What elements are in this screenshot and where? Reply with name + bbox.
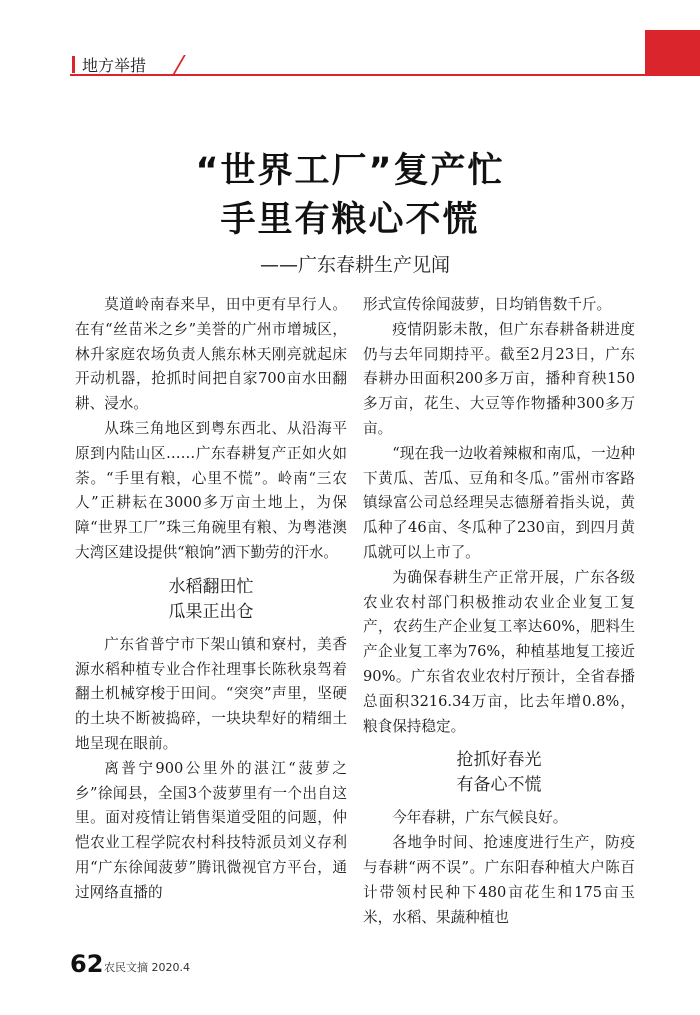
- right-column: [363, 293, 635, 930]
- article-title-line-2: 手里有粮心不慌: [220, 200, 480, 240]
- paragraph: 疫情阴影未散，但广东春耕备耕进度仍与去年同期持平。截至2月23日，广东春耕办田面积200多万亩，播种育秧150多万亩，花生、大豆等作物播种300多万亩。: [363, 320, 635, 437]
- paragraph: 莫道岭南春来早，田中更有早行人。在有“丝苗米之乡”美誉的广州市增城区，林升家庭农场负责人熊东林天刚亮就起床开动机器，抢抓时间把自家700亩水田翻耕、浸水。: [75, 296, 347, 413]
- article-subtitle: ——广东春耕生产见闻: [260, 254, 451, 276]
- magazine-issue: 农民文摘 2020.4: [104, 961, 190, 974]
- section-heading-line: 抢抓好春光: [456, 750, 542, 771]
- section-heading-line: 水稻翻田忙: [168, 576, 254, 597]
- page-number: 62: [70, 950, 104, 978]
- section-label: 地方举措: [82, 56, 147, 75]
- section-heading-line: 瓜果正出仓: [168, 601, 254, 622]
- paragraph: 各地争时间、抢速度进行生产，防疫与春耕“两不误”。广东阳春种植大户陈百计带领村民种下480亩花生和175亩玉米，水稻、果蔬种植也: [363, 834, 635, 926]
- header-rule: [70, 74, 645, 76]
- paragraph: 形式宣传徐闻菠萝，日均销售数千斤。: [363, 296, 612, 313]
- section-slash-decoration: [174, 55, 184, 75]
- paragraph: “现在我一边收着辣椒和南瓜，一边种下黄瓜、苦瓜、豆角和冬瓜。”雷州市客路镇绿富公司总经理吴志德掰着指头说，黄瓜种了46亩、冬瓜种了230亩，到四月黄瓜就可以上市了。: [363, 444, 635, 561]
- paragraph: 从珠三角地区到粤东西北、从沿海平原到内陆山区……广东春耕复产正如火如荼。“手里有粮，心里不慌”。岭南“三农人”正耕耘在3000多万亩土地上，为保障“世界工厂”珠三角碗里有粮、为粤港澳大湾区建设提供“粮饷”洒下勤劳的汗水。: [75, 419, 347, 561]
- paragraph: 广东省普宁市下架山镇和寮村，美香源水稻种植专业合作社理事长陈秋泉驾着翻土机械穿梭于田间。“突突”声里，坚硬的土块不断被捣碎，一块块犁好的精细土地呈现在眼前。: [75, 635, 347, 752]
- section-marker: [72, 56, 75, 73]
- paragraph: 离普宁900公里外的湛江“菠萝之乡”徐闻县，全国3个菠萝里有一个出自这里。面对疫情让销售渠道受阻的问题，仲恺农业工程学院农村科技特派员刘义存利用“广东徐闻菠萝”腾讯微视官方平台，通过网络直播的: [75, 759, 347, 901]
- section-heading: [363, 748, 635, 798]
- left-column: [75, 293, 347, 906]
- paragraph: 今年春耕，广东气候良好。: [392, 809, 568, 827]
- section-heading-line: 有备心不慌: [456, 775, 542, 796]
- section-heading: [75, 575, 347, 625]
- article-title-line-1: “世界工厂”复产忙: [195, 151, 505, 191]
- paragraph: 为确保春耕生产正常开展，广东各级农业农村部门积极推动农业企业复工复产，农药生产企业复工率达60%，肥料生产企业复工率为76%，种植基地复工接近90%。广东省农业农村厅预计，全省春播总面积3216.34万亩，比去年增0.8%，粮食保持稳定。: [363, 568, 635, 735]
- header-accent-block: [645, 30, 700, 76]
